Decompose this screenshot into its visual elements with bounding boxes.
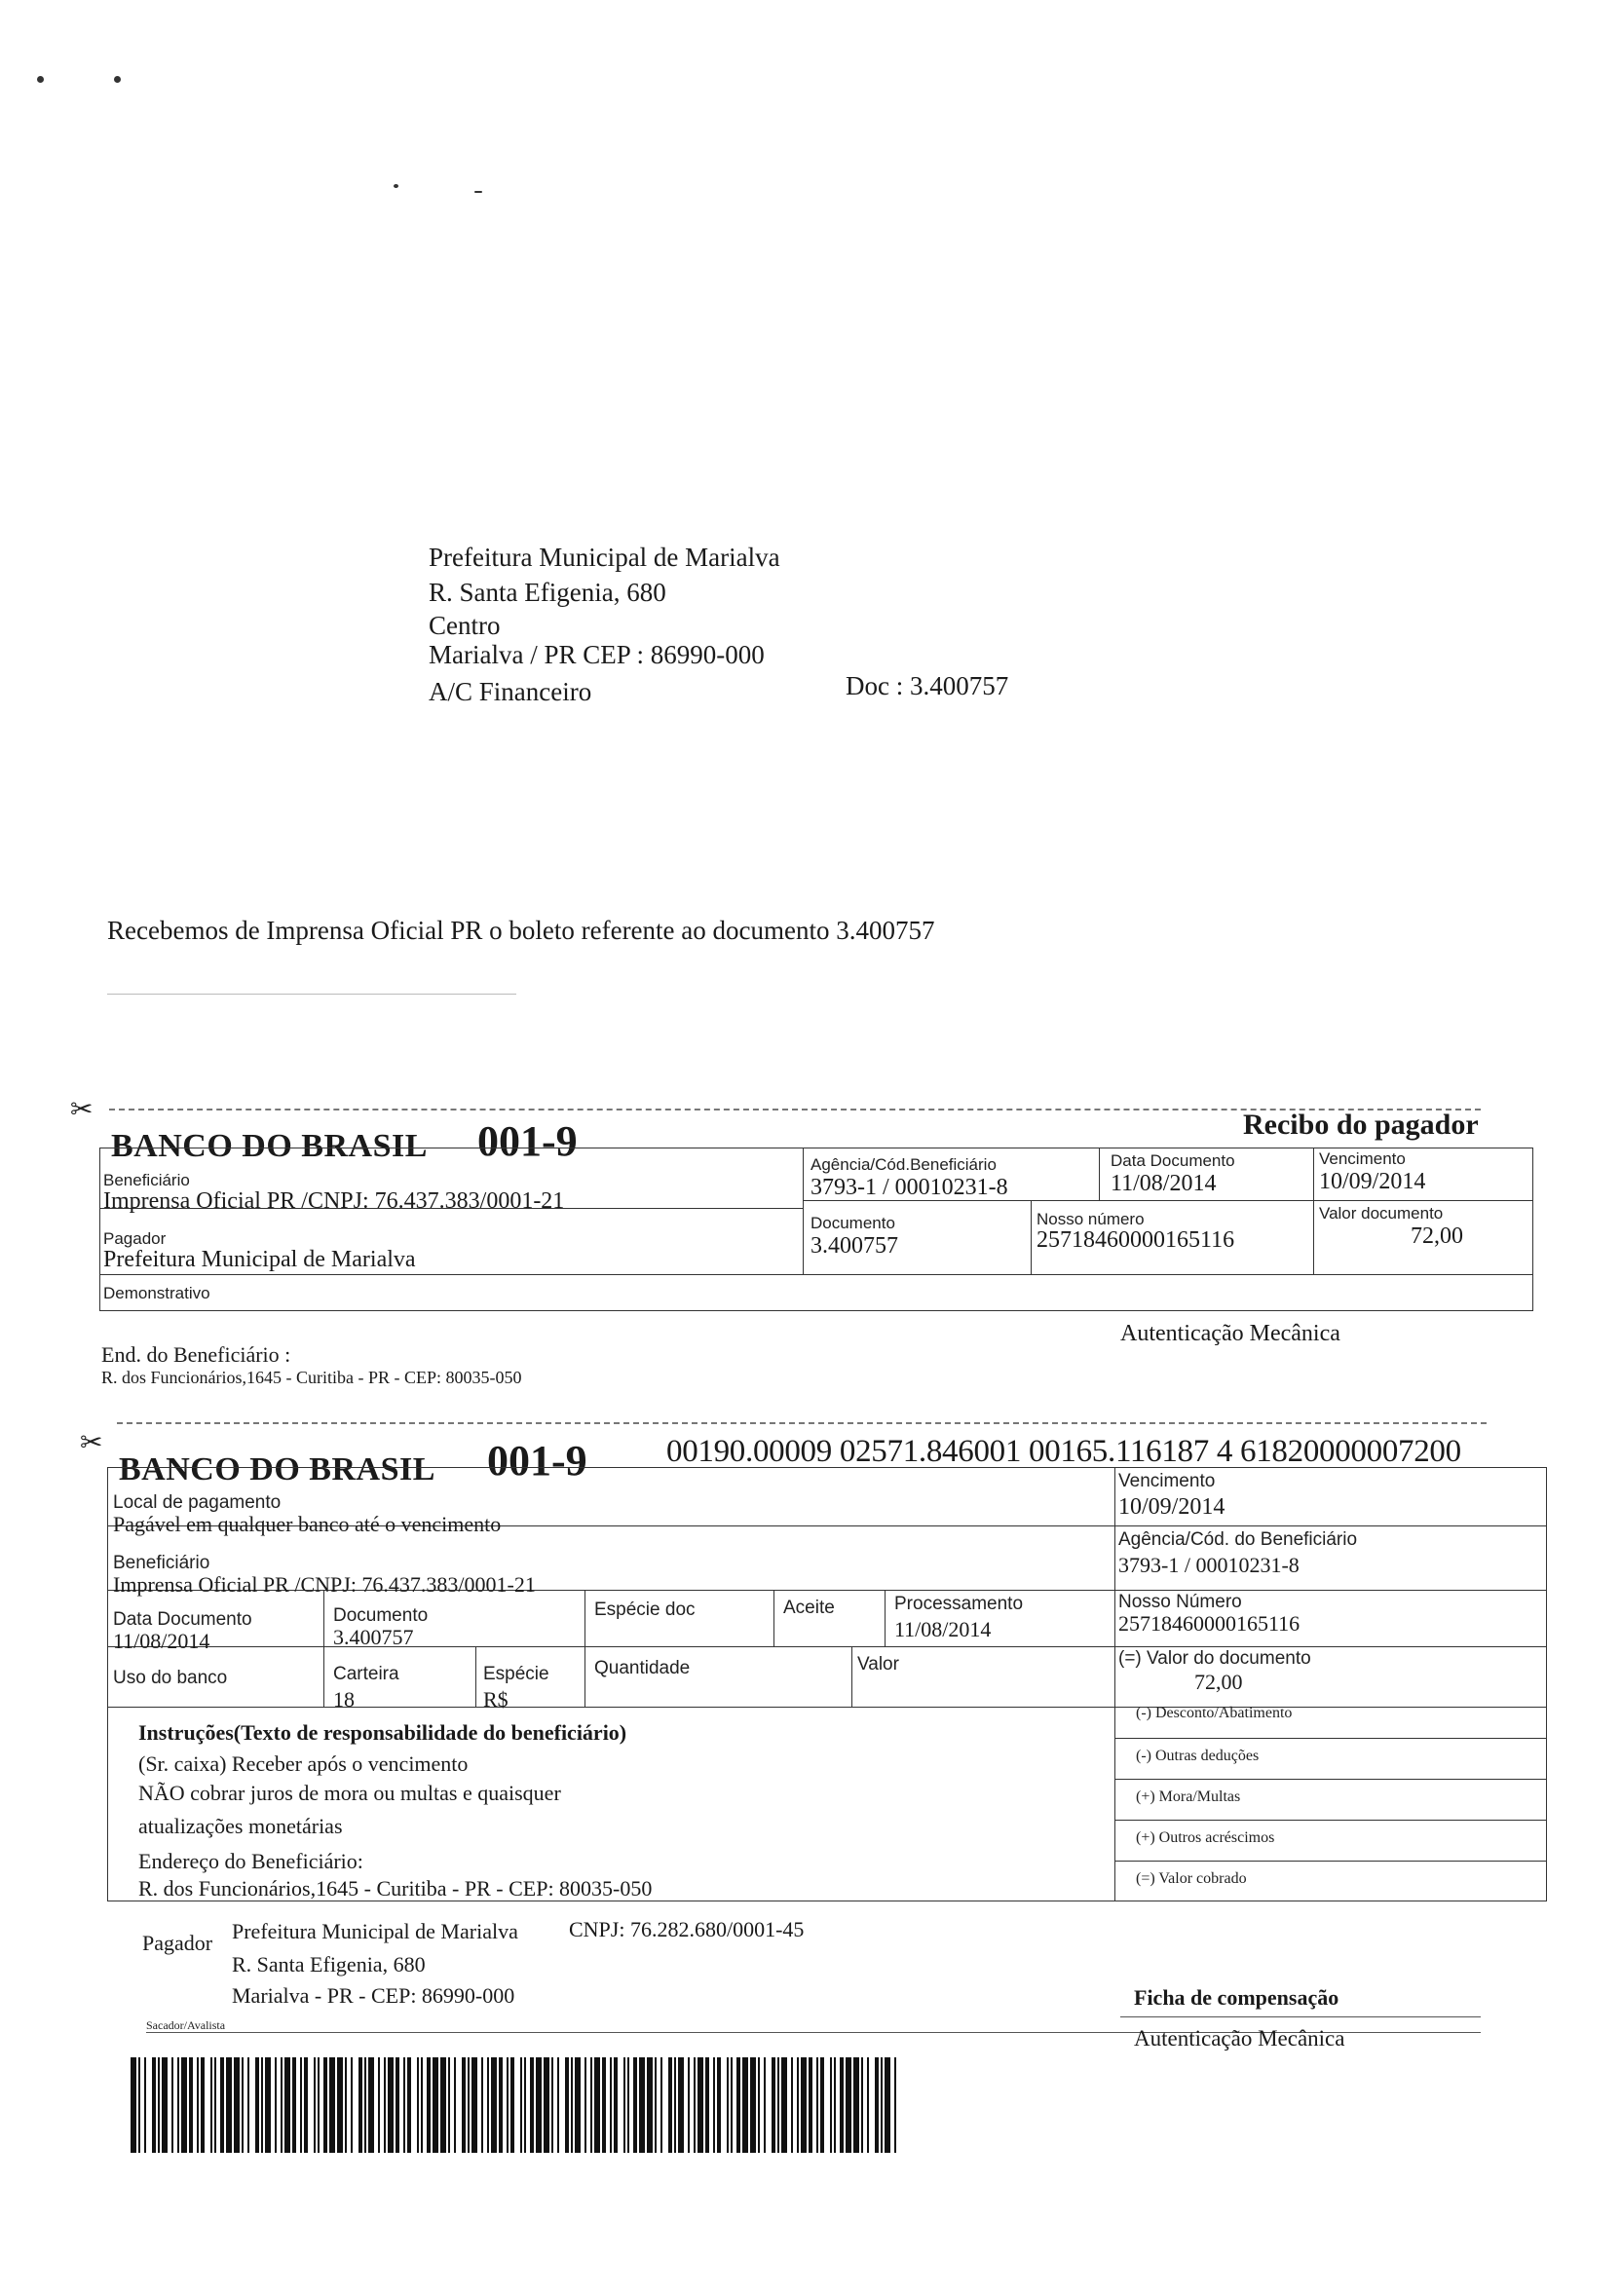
barcode-bar [491, 2057, 497, 2153]
barcode-bar [292, 2057, 296, 2153]
barcode-bar [171, 2057, 173, 2153]
barcode-bar [440, 2057, 446, 2153]
barcode-bar [777, 2057, 779, 2153]
pagador-label: Pagador [142, 1931, 213, 1955]
barcode-bar [427, 2057, 431, 2153]
doc-number: Doc : 3.400757 [846, 671, 1009, 700]
barcode-bar [220, 2057, 224, 2153]
barcode-bar [557, 2057, 559, 2153]
barcode-bar [717, 2057, 721, 2153]
barcode-bar [840, 2057, 844, 2153]
divider [107, 1707, 1547, 1708]
barcode-bar [633, 2057, 637, 2153]
bank-code: 001-9 [477, 1117, 578, 1165]
nosso-numero-label: Nosso número [1037, 1210, 1145, 1228]
barcode-bar [639, 2057, 645, 2153]
barcode-bar [713, 2057, 715, 2153]
instrucoes-title: Instruções(Texto de responsabilidade do beneficiário) [138, 1720, 627, 1745]
barcode-bar [201, 2057, 205, 2153]
divider [1114, 1467, 1115, 1901]
sender-line: R. Santa Efigenia, 680 [429, 578, 666, 607]
scan-speck [394, 184, 398, 188]
barcode-bar [300, 2057, 302, 2153]
barcode-bar [345, 2057, 347, 2153]
especie-label: Espécie [483, 1664, 549, 1684]
end-beneficiario-label: End. do Beneficiário : [101, 1342, 291, 1367]
valor-do-documento-label: (=) Valor do documento [1118, 1648, 1311, 1669]
pagador-line: R. Santa Efigenia, 680 [232, 1952, 426, 1976]
barcode-bar [162, 2057, 168, 2153]
barcode-bar [816, 2057, 818, 2153]
data-documento-label: Data Documento [113, 1609, 252, 1630]
barcode-bar [226, 2057, 232, 2153]
linha-digitavel: 00190.00009 02571.846001 00165.116187 4 61820000007200 [666, 1434, 1461, 1469]
barcode-bar [507, 2057, 509, 2153]
instrucao-line: (Sr. caixa) Receber após o vencimento [138, 1751, 469, 1776]
desconto-abatimento-label: (-) Desconto/Abatimento [1136, 1705, 1293, 1721]
divider [885, 1590, 886, 1646]
autenticacao-mecanica: Autenticação Mecânica [1134, 2026, 1345, 2051]
valor-cobrado-label: (=) Valor cobrado [1136, 1870, 1247, 1887]
scan-speck [114, 76, 121, 83]
instrucao-line: atualizações monetárias [138, 1814, 343, 1838]
aceite-label: Aceite [783, 1598, 835, 1618]
pagador-cnpj: CNPJ: 76.282.680/0001-45 [569, 1917, 805, 1941]
barcode-bar [524, 2057, 526, 2153]
documento-value: 3.400757 [333, 1625, 414, 1649]
barcode-bar [487, 2057, 489, 2153]
vencimento-value: 10/09/2014 [1118, 1494, 1225, 1520]
divider [323, 1590, 324, 1707]
documento-label: Documento [333, 1605, 429, 1626]
barcode-bar [510, 2057, 514, 2153]
barcode-bar [881, 2057, 883, 2153]
barcode-bar [189, 2057, 193, 2153]
end-beneficiario-value: R. dos Funcionários,1645 - Curitiba - PR - CEP: 80035-050 [101, 1368, 522, 1387]
barcode-bar [396, 2057, 399, 2153]
barcode-bar [468, 2057, 470, 2153]
vencimento-label: Vencimento [1118, 1471, 1216, 1491]
processamento-label: Processamento [894, 1594, 1024, 1614]
barcode-bar [551, 2057, 553, 2153]
barcode-image [131, 2057, 900, 2153]
divider [1114, 1861, 1547, 1862]
barcode-bar [261, 2057, 263, 2153]
barcode-bar [727, 2057, 729, 2153]
valor-documento-value: 72,00 [1411, 1223, 1463, 1249]
nosso-numero-label: Nosso Número [1118, 1592, 1242, 1612]
sacador-avalista-label: Sacador/Avalista [146, 2018, 226, 2032]
endereco-beneficiario-label: Endereço do Beneficiário: [138, 1849, 363, 1873]
scan-speck [37, 76, 44, 83]
barcode-bar [655, 2057, 657, 2153]
barcode-bar [417, 2057, 419, 2153]
barcode-bar [846, 2057, 851, 2153]
endereco-beneficiario-value: R. dos Funcionários,1645 - Curitiba - PR - CEP: 80035-050 [138, 1876, 653, 1901]
divider [851, 1646, 852, 1707]
local-pagamento-label: Local de pagamento [113, 1492, 282, 1513]
barcode-bar [602, 2057, 606, 2153]
nosso-numero-value: 25718460000165116 [1118, 1611, 1301, 1636]
barcode-bar [536, 2057, 542, 2153]
processamento-value: 11/08/2014 [894, 1617, 992, 1641]
barcode-bar [571, 2057, 573, 2153]
barcode-bar [801, 2057, 807, 2153]
barcode-bar [647, 2057, 653, 2153]
barcode-bar [731, 2057, 733, 2153]
barcode-bar [337, 2057, 343, 2153]
carteira-label: Carteira [333, 1664, 399, 1684]
barcode-bar [329, 2057, 335, 2153]
barcode-bar [614, 2057, 618, 2153]
outros-acrescimos-label: (+) Outros acréscimos [1136, 1829, 1275, 1846]
barcode-bar [668, 2057, 672, 2153]
barcode-bar [158, 2057, 160, 2153]
pagador-line: Prefeitura Municipal de Marialva [232, 1919, 518, 1943]
barcode-bar [565, 2057, 569, 2153]
barcode-bar [697, 2057, 703, 2153]
sender-line: Centro [429, 611, 501, 640]
barcode-bar [318, 2057, 320, 2153]
barcode-bar [623, 2057, 625, 2153]
barcode-bar [772, 2057, 775, 2153]
barcode-bar [742, 2057, 748, 2153]
barcode-bar [830, 2057, 832, 2153]
barcode-bar [834, 2057, 836, 2153]
agencia-label: Agência/Cód.Beneficiário [810, 1155, 997, 1174]
scissors-icon: ✂ [70, 1093, 94, 1125]
scan-speck [474, 191, 482, 193]
divider [1313, 1148, 1314, 1274]
barcode-bar [885, 2057, 890, 2153]
barcode-bar [809, 2057, 812, 2153]
sender-line: Marialva / PR CEP : 86990-000 [429, 640, 765, 669]
divider [1099, 1148, 1100, 1200]
barcode-bar [281, 2057, 283, 2153]
bank-code: 001-9 [487, 1437, 587, 1485]
pagador-label: Pagador [103, 1229, 167, 1248]
barcode-bar [454, 2057, 456, 2153]
barcode-bar [177, 2057, 179, 2153]
barcode-bar [138, 2057, 140, 2153]
divider [1114, 1820, 1547, 1821]
divider [99, 1274, 1533, 1275]
sender-line: A/C Financeiro [429, 677, 592, 706]
barcode-bar [764, 2057, 766, 2153]
barcode-bar [197, 2057, 199, 2153]
barcode-bar [894, 2057, 896, 2153]
barcode-bar [384, 2057, 386, 2153]
barcode-bar [820, 2057, 824, 2153]
barcode-bar [351, 2057, 353, 2153]
barcode-bar [674, 2057, 676, 2153]
beneficiario-value: Imprensa Oficial PR /CNPJ: 76.437.383/0001-21 [113, 1572, 536, 1597]
barcode-bar [462, 2057, 466, 2153]
especie-value: R$ [483, 1687, 509, 1712]
barcode-bar [791, 2057, 793, 2153]
barcode-bar [594, 2057, 600, 2153]
barcode-bar [758, 2057, 760, 2153]
barcode-bar [234, 2057, 240, 2153]
bank-name: BANCO DO BRASIL [119, 1451, 435, 1487]
barcode-bar [368, 2057, 374, 2153]
barcode-bar [781, 2057, 787, 2153]
barcode-bar [358, 2057, 362, 2153]
demonstrativo-label: Demonstrativo [103, 1284, 210, 1302]
barcode-bar [660, 2057, 662, 2153]
valor-do-documento-value: 72,00 [1194, 1670, 1243, 1694]
divider [1120, 2016, 1481, 2017]
data-documento-value: 11/08/2014 [113, 1629, 210, 1653]
carteira-value: 18 [333, 1687, 355, 1712]
especie-doc-label: Espécie doc [594, 1600, 696, 1620]
nosso-numero-value: 25718460000165116 [1037, 1227, 1235, 1253]
agencia-label: Agência/Cód. do Beneficiário [1118, 1529, 1358, 1550]
barcode-bar [388, 2057, 394, 2153]
uso-do-banco-label: Uso do banco [113, 1668, 228, 1688]
barcode-bar [304, 2057, 308, 2153]
valor-label: Valor [857, 1654, 899, 1675]
beneficiario-label: Beneficiário [103, 1171, 190, 1189]
quantidade-label: Quantidade [594, 1658, 691, 1678]
barcode-bar [471, 2057, 477, 2153]
barcode-bar [499, 2057, 503, 2153]
divider [475, 1646, 476, 1707]
barcode-bar [448, 2057, 450, 2153]
barcode-bar [210, 2057, 212, 2153]
beneficiario-label: Beneficiário [113, 1553, 210, 1573]
divider [803, 1148, 804, 1274]
barcode-bar [861, 2057, 863, 2153]
barcode-bar [265, 2057, 271, 2153]
local-pagamento-value: Pagável em qualquer banco até o vencimento [113, 1512, 502, 1536]
barcode-bar [705, 2057, 709, 2153]
barcode-bar [242, 2057, 244, 2153]
outras-deducoes-label: (-) Outras deduções [1136, 1748, 1260, 1764]
barcode-bar [181, 2057, 187, 2153]
barcode-bar [530, 2057, 534, 2153]
barcode-bar [688, 2057, 690, 2153]
divider [773, 1590, 774, 1646]
barcode-bar [131, 2057, 136, 2153]
barcode-bar [520, 2057, 522, 2153]
barcode-bar [694, 2057, 696, 2153]
barcode-bar [284, 2057, 290, 2153]
barcode-bar [590, 2057, 592, 2153]
barcode-bar [364, 2057, 366, 2153]
recibo-title: Recibo do pagador [1243, 1109, 1479, 1141]
data-documento-label: Data Documento [1111, 1151, 1235, 1170]
barcode-bar [314, 2057, 316, 2153]
instrucao-line: NÃO cobrar juros de mora ou multas e quaisquer [138, 1781, 561, 1805]
pagador-line: Marialva - PR - CEP: 86990-000 [232, 1983, 515, 2008]
barcode-bar [575, 2057, 581, 2153]
receipt-statement: Recebemos de Imprensa Oficial PR o boleto referente ao documento 3.400757 [107, 916, 935, 945]
barcode-bar [152, 2057, 156, 2153]
ficha-title: Ficha de compensação [1134, 1985, 1339, 2010]
barcode-bar [407, 2057, 411, 2153]
scissors-icon: ✂ [80, 1426, 103, 1458]
barcode-bar [610, 2057, 612, 2153]
divider [1031, 1200, 1032, 1274]
vencimento-value: 10/09/2014 [1319, 1169, 1426, 1194]
barcode-bar [750, 2057, 756, 2153]
barcode-bar [255, 2057, 259, 2153]
autenticacao-mecanica: Autenticação Mecânica [1120, 1321, 1340, 1346]
barcode-bar [378, 2057, 380, 2153]
barcode-bar [275, 2057, 277, 2153]
signature-line [107, 994, 516, 995]
barcode-bar [584, 2057, 586, 2153]
barcode-bar [627, 2057, 629, 2153]
barcode-bar [853, 2057, 859, 2153]
barcode-bar [403, 2057, 405, 2153]
agencia-value: 3793-1 / 00010231-8 [1118, 1553, 1300, 1577]
documento-label: Documento [810, 1214, 895, 1232]
barcode-bar [736, 2057, 740, 2153]
valor-documento-label: Valor documento [1319, 1204, 1444, 1223]
divider [584, 1590, 585, 1646]
barcode-bar [323, 2057, 327, 2153]
barcode-bar [544, 2057, 549, 2153]
vencimento-label: Vencimento [1319, 1149, 1406, 1168]
barcode-bar [678, 2057, 684, 2153]
documento-value: 3.400757 [810, 1233, 898, 1259]
divider [1114, 1738, 1547, 1739]
pagador-value: Prefeitura Municipal de Marialva [103, 1247, 416, 1272]
barcode-bar [875, 2057, 879, 2153]
barcode-bar [247, 2057, 249, 2153]
beneficiario-value: Imprensa Oficial PR /CNPJ: 76.437.383/0001-21 [103, 1188, 565, 1214]
barcode-bar [797, 2057, 799, 2153]
data-documento-value: 11/08/2014 [1111, 1171, 1217, 1196]
cut-line [117, 1422, 1487, 1424]
agencia-value: 3793-1 / 00010231-8 [810, 1175, 1008, 1200]
divider [584, 1646, 585, 1707]
divider [1114, 1779, 1547, 1780]
barcode-bar [214, 2057, 216, 2153]
bank-name: BANCO DO BRASIL [111, 1128, 428, 1164]
barcode-bar [433, 2057, 438, 2153]
barcode-bar [421, 2057, 423, 2153]
mora-multas-label: (+) Mora/Multas [1136, 1788, 1241, 1805]
barcode-bar [481, 2057, 483, 2153]
sender-line: Prefeitura Municipal de Marialva [429, 543, 780, 572]
barcode-bar [144, 2057, 146, 2153]
barcode-bar [867, 2057, 869, 2153]
